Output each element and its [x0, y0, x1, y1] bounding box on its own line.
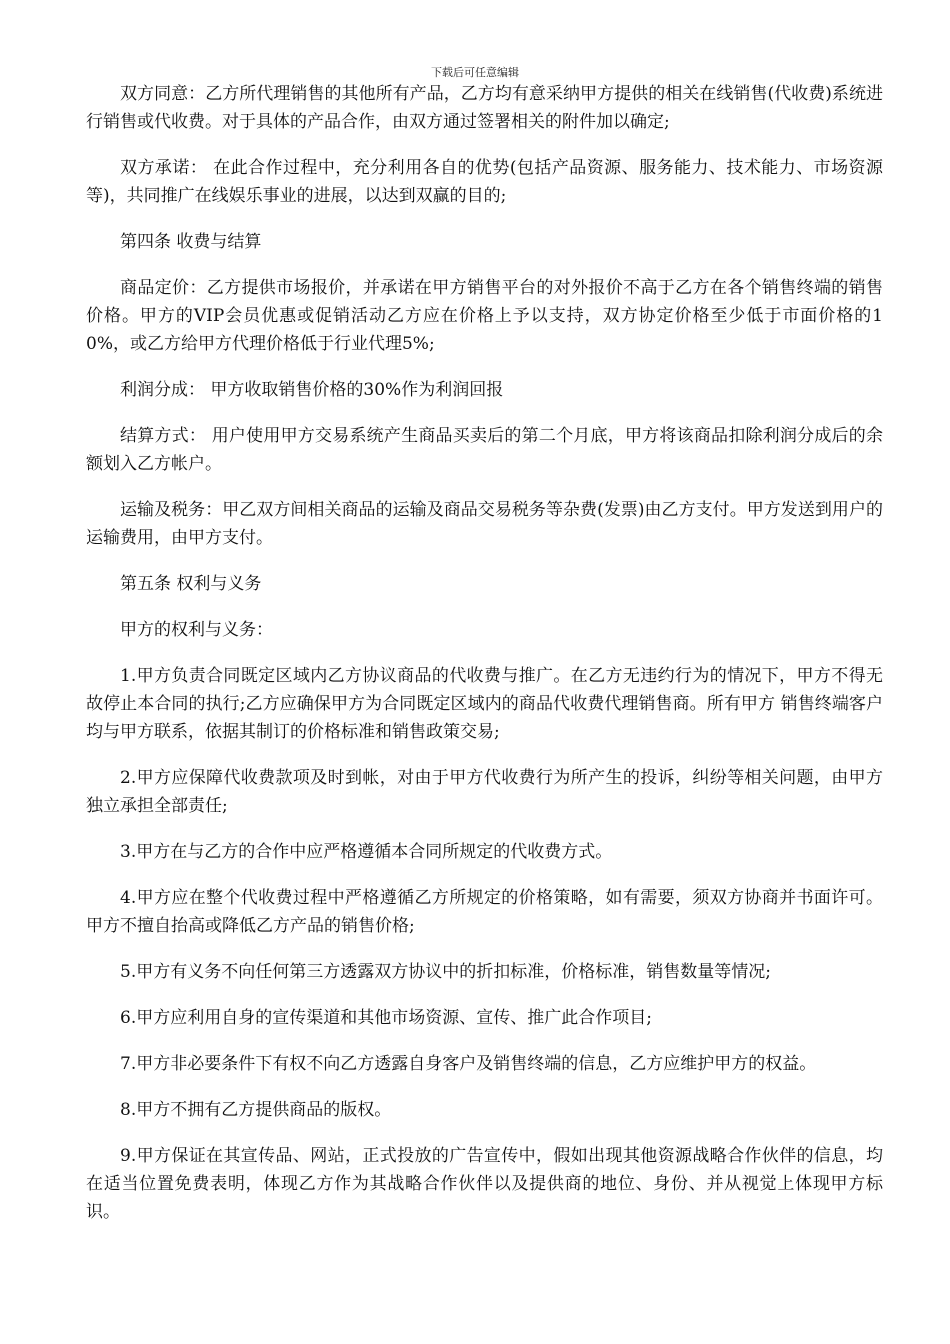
paragraph-pricing: 商品定价：乙方提供市场报价，并承诺在甲方销售平台的对外报价不高于乙方在各个销售终端的销售价格。甲方的VIP会员优惠或促销活动乙方应在价格上予以支持，双方协定价格至少低于市面价格的10%，或乙方给甲方代理价格低于行业代理5%; — [86, 278, 883, 354]
list-item-9: 9.甲方保证在其宣传品、网站，正式投放的广告宣传中，假如出现其他资源战略合作伙伴的信息，均在适当位置免费表明，体现乙方作为其战略合作伙伴以及提供商的地位、身份、并从视觉上体现甲方标识。 — [86, 1146, 883, 1222]
list-item-3: 3.甲方在与乙方的合作中应严格遵循本合同所规定的代收费方式。 — [120, 842, 613, 862]
header-note: 下载后可任意编辑 — [431, 66, 519, 79]
list-item-6: 6.甲方应利用自身的宣传渠道和其他市场资源、宣传、推广此合作项目; — [120, 1008, 652, 1028]
paragraph-mutual-commitment: 双方承诺： 在此合作过程中，充分利用各自的优势(包括产品资源、服务能力、技术能力、市场资源等)，共同推广在线娱乐事业的进展，以达到双赢的目的; — [86, 158, 883, 206]
list-item-1: 1.甲方负责合同既定区域内乙方协议商品的代收费与推广。在乙方无违约行为的情况下，甲方不得无故停止本合同的执行;乙方应确保甲方为合同既定区域内的商品代收费代理销售商。所有甲方 销售终端客户均与甲方联系，依据其制订的价格标准和销售政策交易; — [86, 666, 883, 742]
paragraph-mutual-agreement: 双方同意：乙方所代理销售的其他所有产品，乙方均有意采纳甲方提供的相关在线销售(代收费)系统进行销售或代收费。对于具体的产品合作，由双方通过签署相关的附件加以确定; — [86, 84, 883, 132]
paragraph-settlement: 结算方式： 用户使用甲方交易系统产生商品买卖后的第二个月底，甲方将该商品扣除利润分成后的余额划入乙方帐户。 — [86, 426, 883, 474]
section-heading-article-4: 第四条 收费与结算 — [120, 232, 262, 252]
subheading-party-a-rights: 甲方的权利与义务： — [120, 620, 273, 640]
list-item-8: 8.甲方不拥有乙方提供商品的版权。 — [120, 1100, 392, 1120]
list-item-7: 7.甲方非必要条件下有权不向乙方透露自身客户及销售终端的信息，乙方应维护甲方的权益。 — [120, 1054, 817, 1074]
paragraph-transport-tax: 运输及税务：甲乙双方间相关商品的运输及商品交易税务等杂费(发票)由乙方支付。甲方发送到用户的运输费用，由甲方支付。 — [86, 500, 883, 548]
list-item-4: 4.甲方应在整个代收费过程中严格遵循乙方所规定的价格策略，如有需要，须双方协商并书面许可。甲方不擅自抬高或降低乙方产品的销售价格; — [86, 888, 883, 936]
list-item-5: 5.甲方有义务不向任何第三方透露双方协议中的折扣标准，价格标准，销售数量等情况; — [120, 962, 771, 982]
section-heading-article-5: 第五条 权利与义务 — [120, 574, 262, 594]
document-body — [86, 80, 883, 1244]
paragraph-profit-share: 利润分成： 甲方收取销售价格的30%作为利润回报 — [120, 380, 504, 400]
list-item-2: 2.甲方应保障代收费款项及时到帐，对由于甲方代收费行为所产生的投诉，纠纷等相关问题，由甲方独立承担全部责任; — [86, 768, 883, 816]
